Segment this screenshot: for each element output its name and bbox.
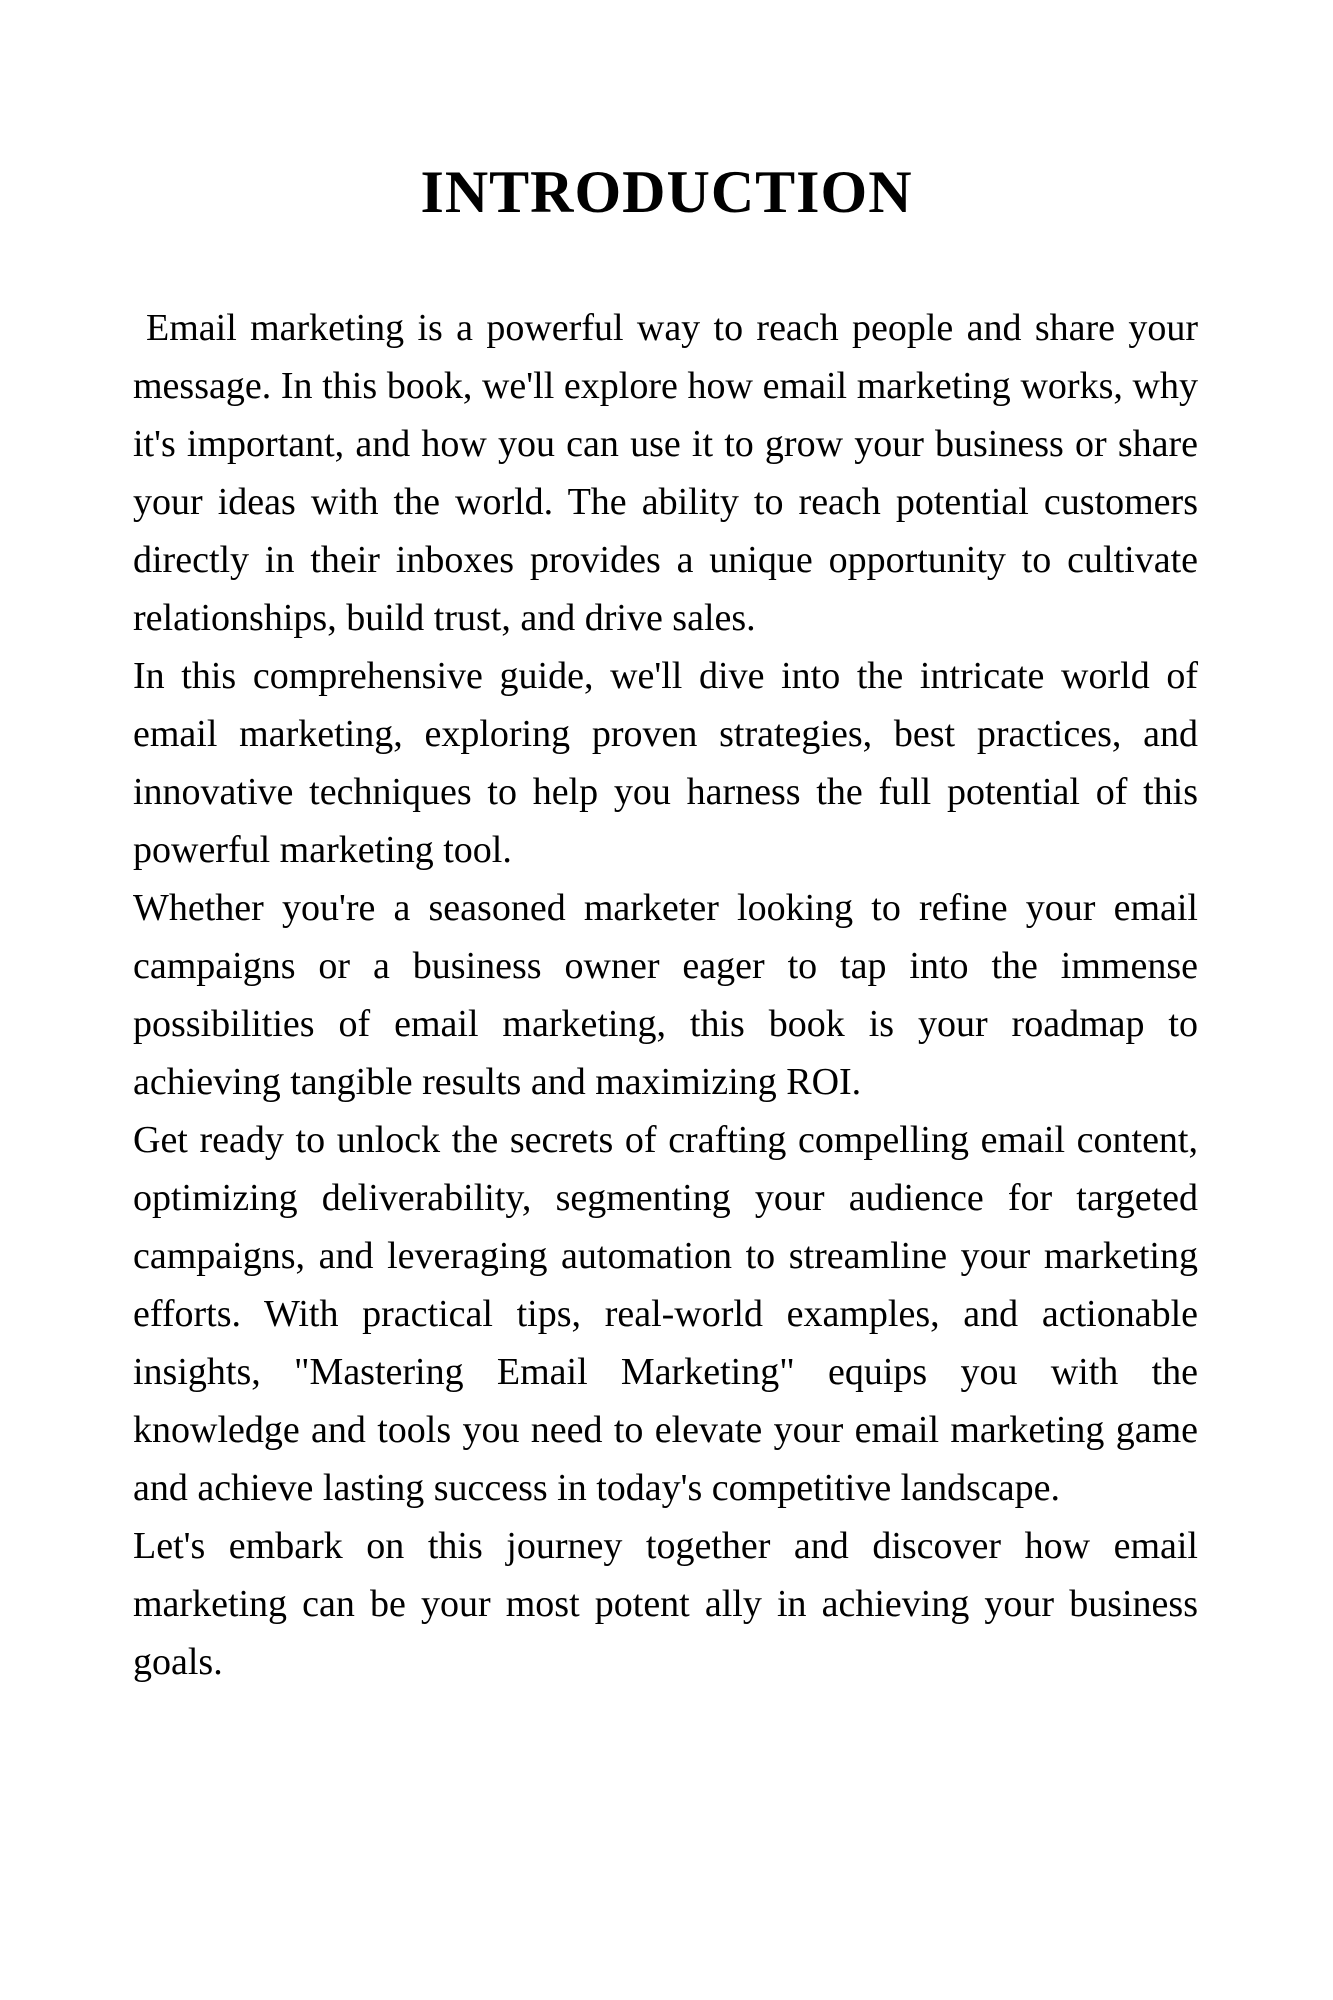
paragraph-1: Email marketing is a powerful way to reach people and share your message. In this book, we'll explore how email marketing works, why it's important, and how you can use it to grow your business or share your ideas with the world. The ability to reach potential customers directly in their inboxes provides a unique opportunity to cultivate relationships, build trust, and drive sales. xyxy=(133,307,1198,639)
paragraph-3: Whether you're a seasoned marketer looking to refine your email campaigns or a business owner eager to tap into the immense possibilities of email marketing, this book is your roadmap to achieving tangible results and maximizing ROI. xyxy=(133,887,1198,1103)
body-text xyxy=(0,299,1333,1691)
page-title: INTRODUCTION xyxy=(420,159,913,225)
paragraph-4: Get ready to unlock the secrets of crafting compelling email content, optimizing deliverability, segmenting your audience for targeted campaigns, and leveraging automation to streamline your marketing efforts. With practical tips, real-world examples, and actionable insights, "Mastering Email Marketing" equips you with the knowledge and tools you need to elevate your email marketing game and achieve lasting success in today's competitive landscape. xyxy=(133,1119,1198,1509)
paragraph-5: Let's embark on this journey together and discover how email marketing can be your most potent ally in achieving your business goals. xyxy=(133,1525,1198,1683)
paragraph-2: In this comprehensive guide, we'll dive into the intricate world of email marketing, exploring proven strategies, best practices, and innovative techniques to help you harness the full potential of this powerful marketing tool. xyxy=(133,655,1198,871)
